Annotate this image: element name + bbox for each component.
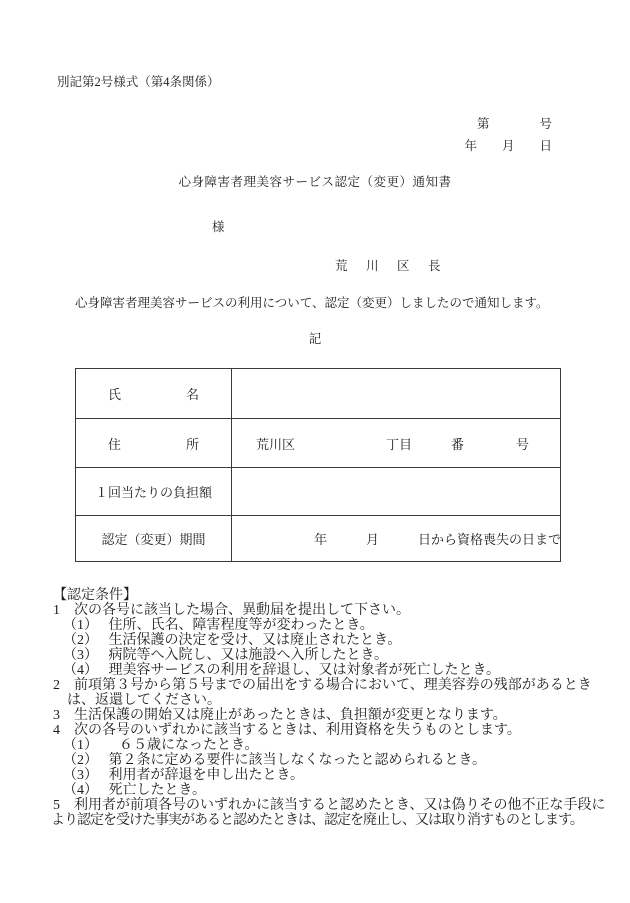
row-value-address: 荒川区 丁目 番 号 [256,436,530,452]
row-value-period: 年 月 日から資格喪失の日まで [314,532,562,547]
form-number-note: 別記第2号様式（第4条関係） [57,75,220,89]
condition-line: 2 前項第３号から第５号までの届出をする場合において、理美容券の残部があるとき [53,678,592,693]
condition-line: （4） 理美容サービスの利用を辞退し、又は対象者が死亡したとき。 [63,663,500,678]
addressee-suffix: 様 [212,220,225,234]
ki-label: 記 [308,332,322,346]
conditions-heading: 【認定条件】 [53,588,137,603]
row-value-name [232,369,560,418]
condition-line: （1） 住所、氏名、障害程度等が変わったとき。 [63,618,374,633]
condition-line: （2） 第２条に定める要件に該当しなくなったと認められるとき。 [63,753,486,768]
row-value-copay [232,468,560,515]
row-label-copay: １回当たりの負担額 [76,468,232,515]
condition-line: は、返還してください。 [53,693,221,708]
condition-line: 3 生活保護の開始又は廃止があったときは、負担額が変更となります。 [53,708,507,723]
document-number-line: 第 号 [476,117,552,131]
table-row-name [76,369,560,418]
condition-line: （1） ６５歳になったとき。 [63,738,259,753]
table-row-copay [76,467,560,515]
date-line: 年 月 日 [464,139,552,153]
sender-name: 荒 川 区 長 [335,259,444,273]
condition-line: （3） 利用者が辞退を申し出たとき。 [63,768,304,783]
condition-line: （2） 生活保護の決定を受け、又は廃止されたとき。 [63,633,402,648]
info-table [75,368,561,562]
conditions-section [51,588,611,828]
condition-line: （3） 病院等へ入院し、又は施設へ入所したとき。 [63,648,388,663]
table-row-period [76,515,560,561]
row-label-name: 氏 名 [76,369,232,418]
row-label-period: 認定（変更）期間 [76,516,232,561]
condition-line: より認定を受けた事実があると認めたときは、認定を廃止し、又は取り消すものとします。 [51,813,583,828]
row-label-address: 住 所 [76,419,232,467]
page-title: 心身障害者理美容サービス認定（変更）通知書 [178,175,452,189]
condition-line: 1 次の各号に該当した場合、異動届を提出して下さい。 [53,603,410,618]
table-row-address [76,418,560,467]
condition-line: 5 利用者が前項各号のいずれかに該当すると認めたとき、又は偽りその他不正な手段に [53,798,606,813]
notification-body-text: 心身障害者理美容サービスの利用について、認定（変更）しましたので通知します。 [75,296,549,310]
condition-line: （4） 死亡したとき。 [63,783,206,798]
condition-line: 4 次の各号のいずれかに該当するときは、利用資格を失うものとします。 [53,723,521,738]
